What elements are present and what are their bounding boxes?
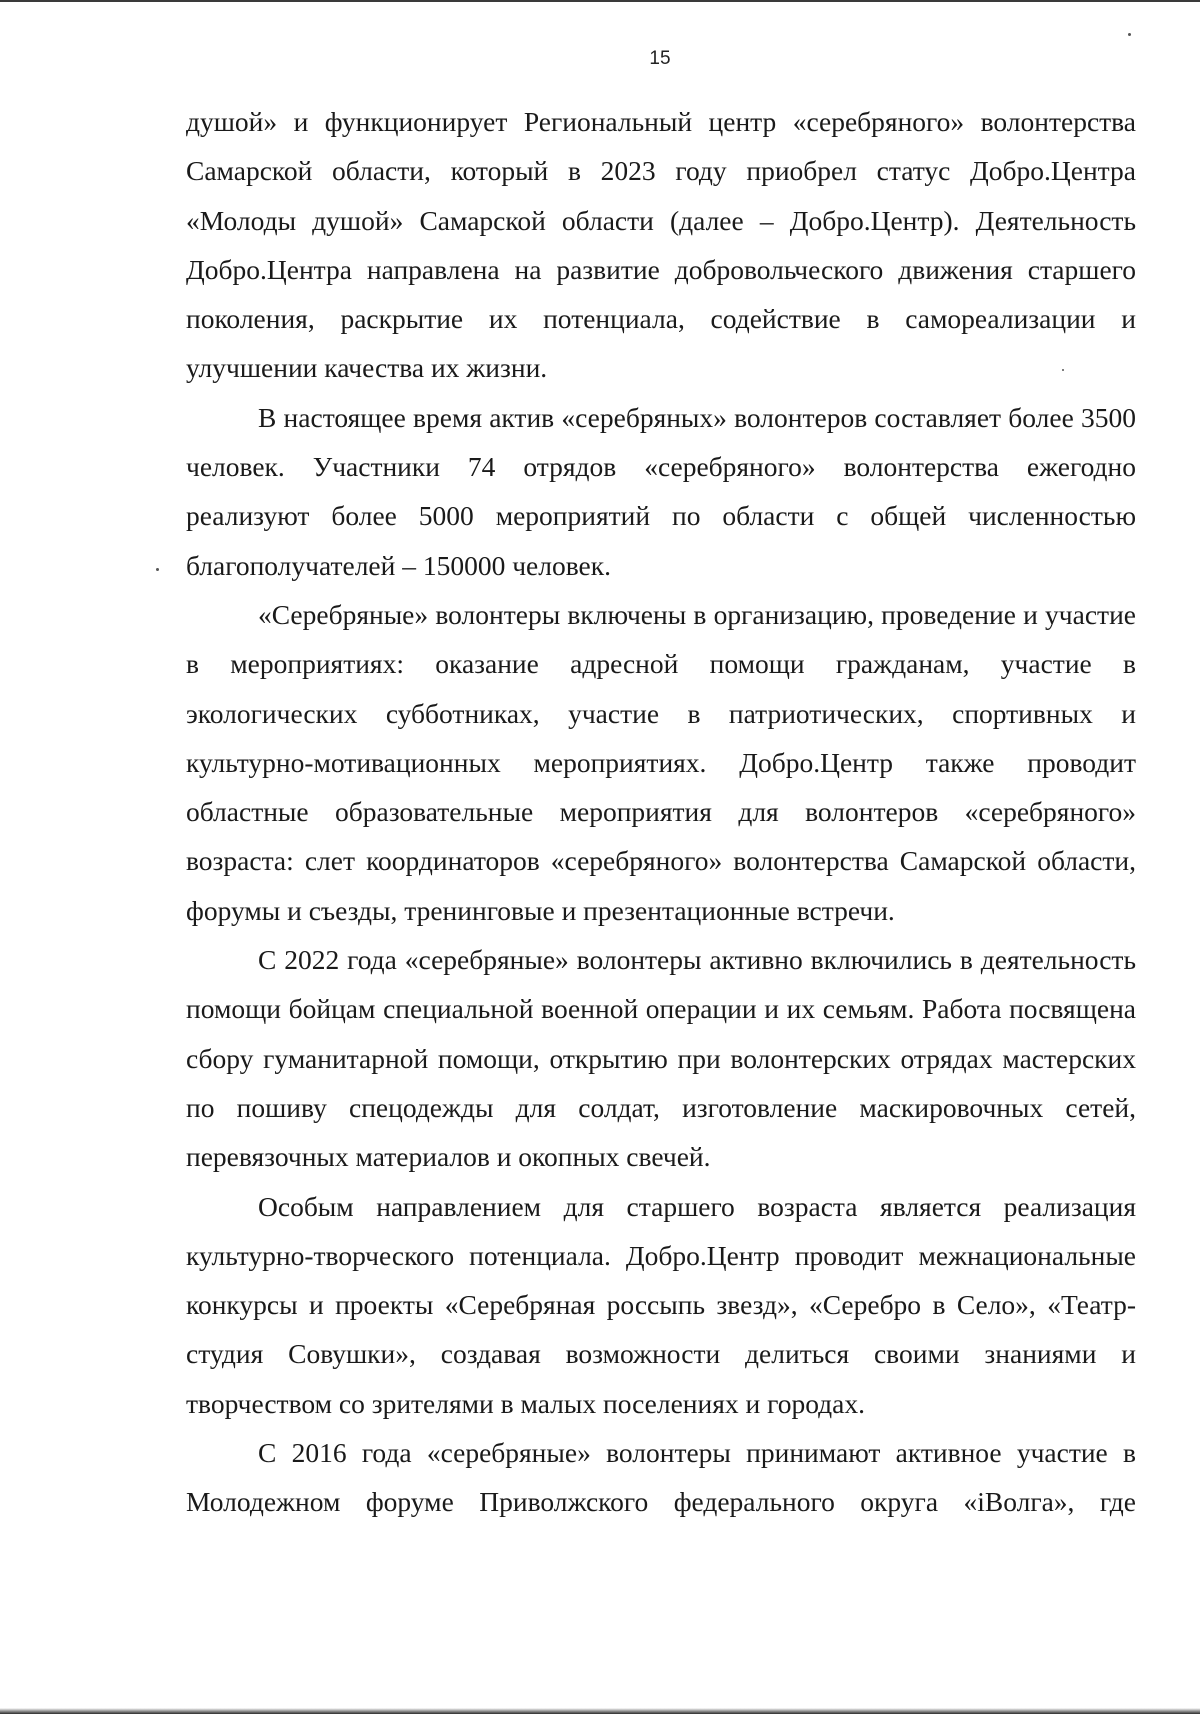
paragraph-activities: «Серебряные» волонтеры включены в организацию, проведение и участие в мероприятиях: оказание адресной помощи гражданам, участие в экологических субботниках, участие в патриотических, спортивных и культурно-мотивационных мероприятиях. Добро.Центр также проводит областные образовательные мероприятия для волонтеров «серебряного» возраста: слет координаторов «серебряного» волонтерства Самарской области, форумы и съезды, тренинговые и презентационные встречи. — [186, 598, 1136, 926]
paragraph-ivolga-forum: С 2016 года «серебряные» волонтеры принимают активное участие в Молодежном форуме Приволжского федерального округа «iВолга», где — [186, 1437, 1136, 1518]
scan-speck — [156, 568, 159, 571]
paragraph-continuation: душой» и функционирует Региональный центр «серебряного» волонтерства Самарской области, который в 2023 году приобрел статус Добро.Центра «Молоды душой» Самарской области (далее – Добро.Центр). Деятельность Добро.Центра направлена на развитие добровольческого движения старшего поколения, раскрытие их потенциала, содействие в самореализации и улучшении качества их жизни. — [186, 106, 1136, 384]
paragraph-volunteer-count: В настоящее время актив «серебряных» волонтеров составляет более 3500 человек. Участники 74 отрядов «серебряного» волонтерства ежегодно реализуют более 5000 мероприятий по области с общей численностью благополучателей – 150000 человек. — [186, 401, 1136, 581]
paragraph-creative-potential: Особым направлением для старшего возраста является реализация культурно-творческого потенциала. Добро.Центр проводит межнациональные конкурсы и проекты «Серебряная россыпь звезд», «Серебро в Село», «Театр-студия Совушки», создавая возможности делиться своими знаниями и творчеством со зрителями в малых поселениях и городах. — [186, 1190, 1136, 1419]
scan-edge-top — [0, 0, 1200, 2]
paragraph-svo-support: С 2022 года «серебряные» волонтеры активно включились в деятельность помощи бойцам специальной военной операции и их семьям. Работа посвящена сбору гуманитарной помощи, открытию при волонтерских отрядах мастерских по пошиву спецодежды для солдат, изготовление маскировочных сетей, перевязочных материалов и окопных свечей. — [186, 944, 1136, 1173]
page-number: 15 — [649, 48, 671, 69]
body-text — [186, 97, 1136, 1527]
scan-edge-bottom — [0, 1708, 1200, 1714]
scan-speck — [1128, 33, 1131, 36]
